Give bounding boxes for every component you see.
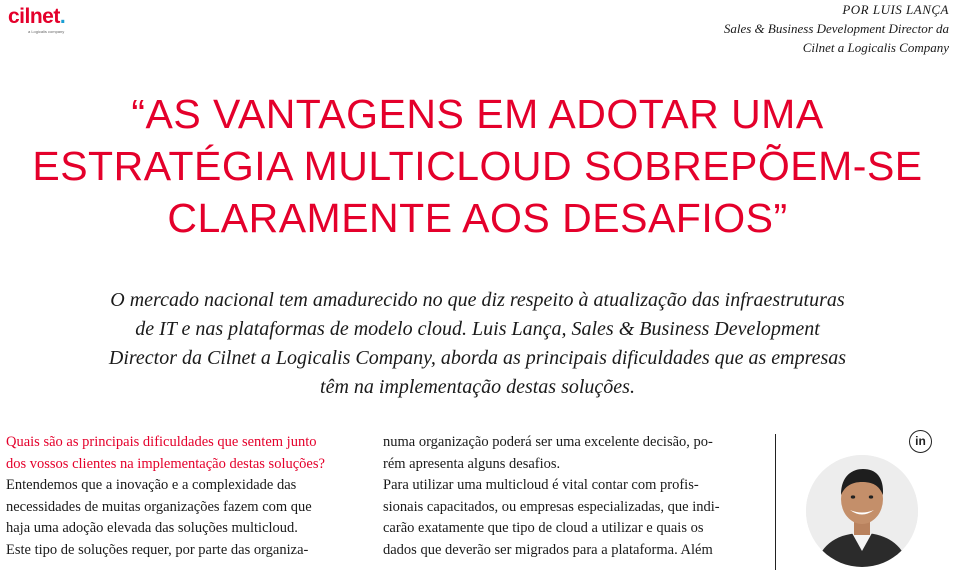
interview-question-line2: dos vossos clientes na implementação destas soluções? <box>6 455 325 472</box>
headline-line2: ESTRATÉGIA MULTICLOUD SOBREPÕEM-SE <box>32 143 923 189</box>
lead-line3: Director da Cilnet a Logicalis Company, aborda as principais dificuldades que as empresas <box>108 347 847 369</box>
linkedin-icon[interactable]: in <box>909 430 932 453</box>
column2-line4: sionais capacitados, ou empresas especializadas, que indi- <box>383 498 720 515</box>
column1-line4: Este tipo de soluções requer, por parte das organiza- <box>6 541 309 558</box>
article-column-2 <box>383 432 745 561</box>
headline-line3: CLARAMENTE AOS DESAFIOS” <box>167 195 788 241</box>
column2-line5: carão exatamente que tipo de cloud a utilizar e quais os <box>383 520 704 536</box>
byline <box>724 0 949 57</box>
byline-role-line1: Sales & Business Development Director da <box>723 21 949 36</box>
logo-dot: . <box>59 5 66 28</box>
column1-line2: necessidades de muitas organizações fazem com que <box>6 498 312 515</box>
column2-line6: dados que deverão ser migrados para a plataforma. Além <box>383 541 713 558</box>
headline <box>20 88 935 244</box>
lead-paragraph <box>40 286 915 402</box>
author-photo <box>806 455 918 567</box>
column2-line1: numa organização poderá ser uma excelente decisão, po- <box>383 434 713 450</box>
column-divider <box>775 434 776 570</box>
logo-tagline: a Logicalis company <box>28 29 65 34</box>
column2-line2: rém apresenta alguns desafios. <box>383 455 561 472</box>
logo-wordmark: cilnet <box>8 5 60 28</box>
lead-line1: O mercado nacional tem amadurecido no que diz respeito à atualização das infraestruturas <box>110 289 845 311</box>
column2-line3: Para utilizar uma multicloud é vital contar com profis- <box>383 477 699 493</box>
byline-role-line2: Cilnet a Logicalis Company <box>802 40 949 55</box>
lead-line4: têm na implementação destas soluções. <box>320 376 635 398</box>
lead-line2: de IT e nas plataformas de modelo cloud. Luis Lança, Sales & Business Development <box>135 318 820 340</box>
interview-question-line1: Quais são as principais dificuldades que sentem junto <box>6 434 317 450</box>
column1-line3: haja uma adoção elevada das soluções multicloud. <box>6 520 298 536</box>
author-portrait-image <box>806 455 918 567</box>
headline-line1: “AS VANTAGENS EM ADOTAR UMA <box>131 91 824 137</box>
article-column-1 <box>6 432 362 561</box>
column1-line1: Entendemos que a inovação e a complexidade das <box>6 477 297 493</box>
byline-author: POR LUIS LANÇA <box>842 2 949 17</box>
cilnet-logo <box>8 6 65 34</box>
